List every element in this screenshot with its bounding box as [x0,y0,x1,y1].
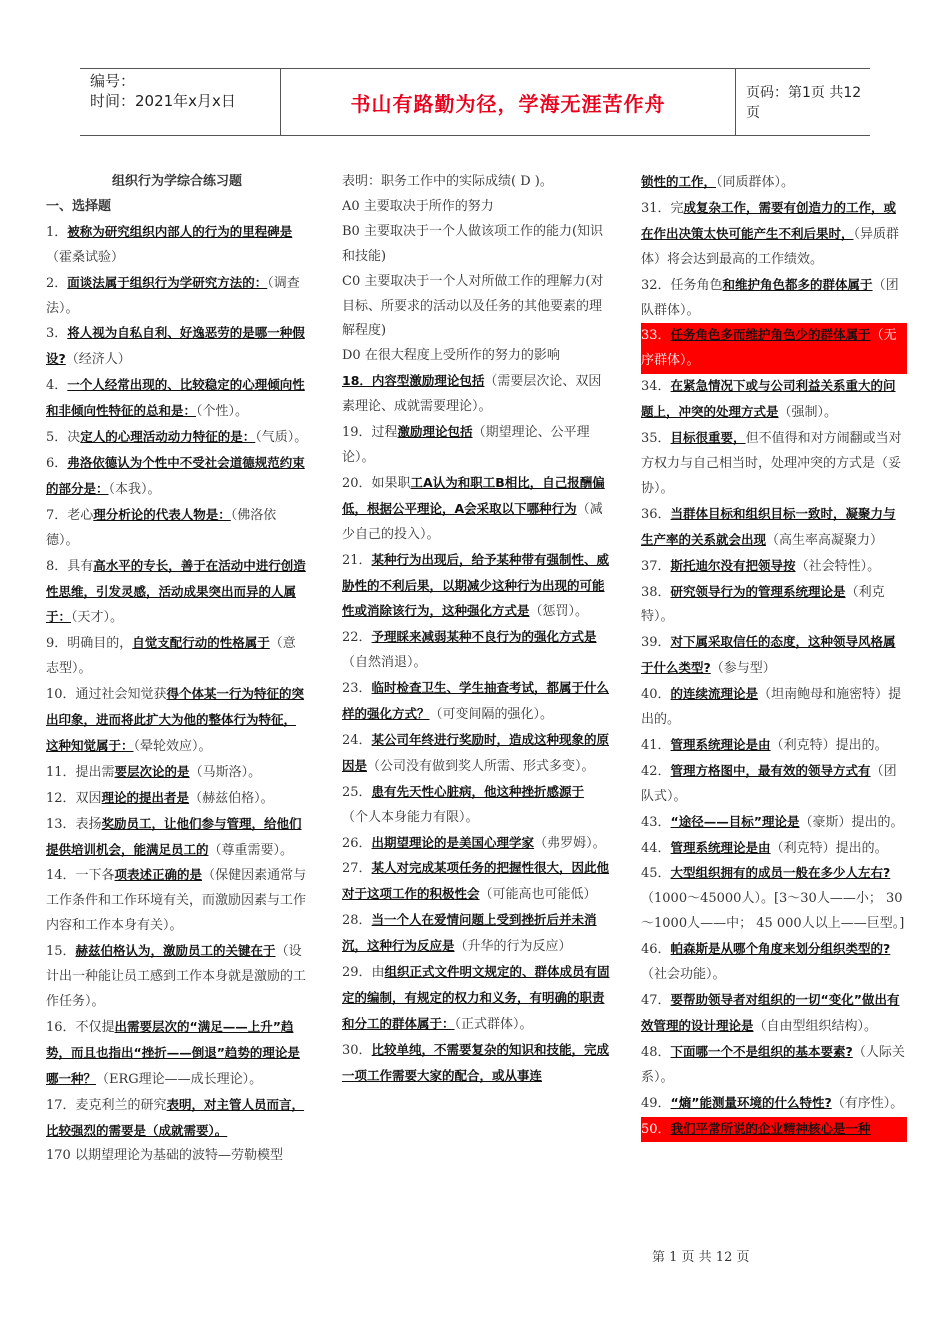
question-item [342,195,610,220]
answer-text: D0 在很大程度上受所作的努力的影响 [342,348,560,364]
question-number: 4． [46,378,68,394]
question-item [342,856,610,908]
question-number: 37． [641,558,671,574]
question-text: 某种行为出现后，给予某种带有强制性、威胁性的不利后果，以期减少这种行为出现的可能性或消除该行为，这种强化方式是 [342,551,610,619]
answer-text: （意志型）。 [46,636,296,677]
question-text: 面谈法属于组织行为学研究方法的： [67,274,268,290]
answer-text: （团队群体）。 [641,277,899,318]
question-number: 45． [641,866,671,882]
question-item [46,220,308,271]
question-list-1 [46,220,308,1170]
question-text: 管理系统理论是由 [670,736,771,752]
question-text: 患有先天性心脏病，他这种挫折感源于 [371,783,585,799]
answer-text: （利克特）提出的。 [770,737,888,753]
question-number: 34． [641,379,671,395]
question-number: 33． [641,328,671,344]
question-item [46,786,308,812]
question-text: 项表述正确的是 [114,867,203,883]
question-item [342,831,610,857]
answer-text: （利克特）。 [641,584,885,625]
question-text: 目标很重要， [670,430,746,446]
question-text: 管理系统理论是由 [670,839,771,855]
answer-text: （尊重需要）。 [208,842,294,858]
answer-text: 170 以期望理论为基础的波特—劳勒模型 [46,1148,283,1164]
question-number: 5．决 [46,430,81,446]
answer-text: （天才）。 [71,610,124,626]
question-text: 18．内容型激励理论包括 [342,373,485,389]
question-text: 高水平的专长，善于在活动中进行创造性思维，引发灵感，活动成果突出而异的人属于： [46,557,306,625]
question-number: 49． [641,1095,671,1111]
question-item [46,1144,308,1169]
answer-text: （强制）。 [778,405,838,421]
question-item [641,170,907,196]
question-item [46,1015,308,1093]
answer-text: （豪斯）提出的。 [799,814,904,830]
question-item [641,937,907,988]
answer-text: （同质群体）。 [716,175,795,190]
question-number: 41． [641,737,671,753]
question-number: 42． [641,763,671,779]
question-number: 1． [46,224,68,240]
question-text: 比较单纯，不需要复杂的知识和技能，完成一项工作需要大家的配合，或从事连 [342,1041,610,1083]
column-2 [342,170,610,1090]
header-page-info: 页码：第1页 共12页 [746,85,862,121]
answer-text: （晕轮效应）。 [133,738,212,754]
question-item [46,554,308,632]
question-number: 11．提出需 [46,764,115,780]
answer-text: （公司没有做到奖人所需、形式多变）。 [367,758,595,774]
question-item [46,812,308,864]
question-text: 一个人经常出现的、比较稳定的心理倾向性和非倾向性特征的总和是： [46,377,305,419]
question-item [46,863,308,939]
question-item [641,630,907,682]
question-item [46,321,308,373]
question-text: 的连续流理论是 [670,686,759,702]
question-number: 13．表扬 [46,816,102,832]
question-text: 予理睬来减弱某种不良行为的强化方式是 [371,629,597,645]
question-item [641,323,907,374]
question-item [342,1038,610,1090]
answer-text: （社会特性）。 [795,558,881,574]
question-text: 出需要层次的“满足——上升”趋势，而且也指出“挫折——倒退”趋势的理论是哪一种？ [46,1018,300,1086]
question-text: 理论的提出者是 [101,789,190,805]
question-number: 22． [342,630,372,646]
question-number: 47． [641,993,671,1008]
question-number: 38． [641,584,671,600]
header-motto: 书山有路勤为径，学海无涯苦作舟 [280,69,736,135]
question-item [342,270,610,345]
question-item [641,426,907,502]
question-text: 某人对完成某项任务的把握性很大，因此他对于这项工作的积极性会 [342,860,610,902]
question-text: 在紧急情况下或与公司利益关系重大的问题上，冲突的处理方式是 [641,378,896,420]
question-number: 32．任务角色 [641,277,723,293]
question-text: 表明，对主管人员而言，比较强烈的需要是（成就需要）。 [46,1096,305,1138]
question-item [641,502,907,554]
question-item [641,1091,907,1117]
header-meta [80,69,280,135]
question-text: “途径——目标”理论是 [670,813,800,829]
answer-text: （气质）。 [255,430,308,446]
question-list-3 [641,170,907,1142]
question-item [641,580,907,631]
answer-text: （赫兹伯格）。 [189,790,274,806]
question-number: 31．完 [641,200,684,216]
answer-text: （1000～45000人）。[3～30人——小； 30～1000人——中； 45 000人以上——巨型。] [641,891,905,932]
answer-text: （异质群体）将会达到最高的工作绩效。 [641,226,900,267]
page-footer: 第 1 页 共 12 页 [652,1250,750,1265]
question-text: 大型组织拥有的成员一般在多少人左右? [670,865,891,881]
question-item [641,682,907,733]
question-item [641,554,907,580]
question-number: 10．通过社会知觉获 [46,687,167,703]
question-item [342,780,610,831]
answer-text: （弗罗姆）。 [534,835,606,851]
question-item [342,548,610,626]
question-item [46,939,308,1015]
number-label: 编号： [90,72,136,90]
question-item [641,810,907,836]
question-item [342,471,610,548]
question-text: 研究领导行为的管理系统理论是 [670,583,846,599]
question-item [641,733,907,759]
question-item [641,1040,907,1091]
question-number: 46． [641,942,671,958]
question-number: 19．过程 [342,425,398,441]
time-label: 时间：2021年x月x日 [90,92,236,110]
question-number: 50． [641,1121,671,1137]
question-number: 44． [641,840,671,856]
answer-text: （马斯洛）。 [189,764,262,780]
question-item [342,960,610,1038]
question-number: 48． [641,1044,671,1060]
question-item [342,170,610,195]
question-number: 15． [46,944,76,960]
question-number: 27． [342,861,372,877]
question-text: 临时检查卫生、学生抽查考试，都属于什么样的强化方式？ [342,680,610,722]
answer-text: （经济人） [65,352,131,368]
question-number: 3． [46,326,68,342]
answer-text: A0 主要取决于所作的努力 [342,198,494,214]
question-item [342,728,610,780]
question-number: 24． [342,732,372,748]
question-number: 23． [342,681,372,697]
answer-text: （升华的行为反应） [454,939,572,955]
answer-text: （霍桑试验） [46,249,125,265]
question-text: 激励理论包括 [397,424,473,440]
answer-text: （利克特）提出的。 [770,840,888,856]
question-text: 当群体目标和组织目标一致时，凝聚力与生产率的关系就会出现 [641,505,896,547]
question-number: 36． [641,506,671,522]
question-text: 对下属采取信任的态度，这种领导风格属于什么类型? [641,634,896,676]
question-item [342,344,610,369]
question-number: 29．由 [342,965,385,981]
answer-text: （自由型组织结构）。 [753,1018,878,1034]
question-list-2 [342,170,610,1090]
question-text: 下面哪一个不是组织的基本要素? [670,1043,853,1059]
question-item [342,420,610,471]
question-item [641,196,907,273]
answer-text: （团队式）。 [641,763,897,804]
question-text: 和维护角色都多的群体属于 [722,276,873,292]
answer-text: （社会功能）。 [641,967,726,983]
question-item [46,760,308,786]
column-3 [641,170,907,1142]
question-number: 35． [641,431,671,447]
question-text: 要帮助领导者对组织的一切“变化”做出有效管理的设计理论是 [641,992,900,1033]
question-number: 40． [641,687,671,703]
question-item [46,373,308,425]
question-text: 工A认为和职工B相比，自己报酬偏低，根据公平理论，A会采取以下哪种行为 [342,474,605,516]
answer-text: （有序性）。 [831,1095,904,1111]
question-item [342,625,610,676]
answer-text: （本我）。 [108,481,161,497]
question-text: 将人视为自私自利、好逸恶劳的是哪一种假设? [46,325,305,367]
answer-text: （调查法）。 [46,275,300,316]
question-text: 奖励员工，让他们参与管理，给他们提供培训机会，能满足员工的 [46,815,302,857]
question-text: 任务角色多而维护角色少的群体属于 [670,327,871,343]
question-number: 16．不仅提 [46,1019,115,1035]
question-item [46,451,308,503]
question-item [342,369,610,420]
question-number: 39． [641,635,671,651]
column-1 [46,170,308,1169]
question-number: 9．明确目的， [46,636,133,652]
answer-text: （自然消退）。 [342,655,427,671]
answer-text: 但不值得和对方闹翻或当对方权力与自己相当时，处理冲突的方式是（妥协）。 [641,431,902,496]
answer-text: （减少自己的投入）。 [342,501,603,542]
question-item [342,908,610,960]
question-number: 25． [342,784,372,800]
answer-text: （高生率高凝聚力） [766,532,884,548]
question-item [641,861,907,937]
question-number: 6． [46,455,68,471]
question-number: 8．具有 [46,558,94,574]
answer-text: （正式群体）。 [454,1016,533,1032]
question-number: 14．一下各 [46,868,115,884]
question-number: 17．麦克利兰的研究 [46,1097,167,1113]
answer-text: （可能高也可能低） [479,887,597,903]
answer-text: 表明：职务工作中的实际成绩( D )。 [342,174,553,189]
question-number: 7．老心 [46,507,94,523]
answer-text: （佛洛依德）。 [46,507,277,548]
answer-text: （设计出一种能让员工感到工作本身就是激励的工作任务）。 [46,944,307,1009]
answer-text: B0 主要取决于一个人做该项工作的能力(知识和技能) [342,223,604,264]
question-text: 理分析论的代表人物是： [93,506,231,522]
question-text: 弗洛依德认为个性中不受社会道德规范约束的部分是： [46,454,305,496]
answer-text: C0 主要取决于一个人对所做工作的理解力(对目标、所要求的活动以及任务的其他要素的理解程度) [342,273,604,339]
question-item [641,836,907,862]
answer-text: （需要层次论、双因素理论、成就需要理论）。 [342,374,602,415]
question-item [342,220,610,270]
question-number: 12．双因 [46,790,102,806]
answer-text: （个人本身能力有限）。 [342,809,479,825]
question-text: 我们平常所说的企业精神核心是一种 [670,1120,871,1136]
answer-text: （无序群体）。 [641,328,897,369]
question-item [641,1117,907,1143]
question-text: “熵”能测量环境的什么特性? [670,1094,832,1110]
question-item [46,271,308,322]
question-text: 自觉支配行动的性格属于 [132,635,270,651]
question-item [641,374,907,426]
question-item [641,273,907,324]
question-item [46,1093,308,1145]
question-text: 锁性的工作， [641,174,717,189]
question-item [46,631,308,682]
answer-text: （期望理论、公平理论）。 [342,425,590,465]
question-number: 21． [342,552,372,568]
answer-text: （坦南鲍母和施密特）提出的。 [641,687,902,728]
question-item [641,988,907,1040]
question-text: 某公司年终进行奖励时，造成这种现象的原因是 [342,731,610,773]
question-text: 成复杂工作，需要有创造力的工作，或在作出决策太快可能产生不利后果时， [641,199,897,241]
question-number: 30． [342,1042,372,1058]
question-item [46,425,308,451]
question-text: 出期望理论的是美国心理学家 [371,834,535,850]
answer-text: （可变间隔的强化）。 [429,707,554,723]
question-text: 要层次论的是 [114,763,190,779]
question-text: 定人的心理活动动力特征的是： [80,429,256,445]
question-number: 2． [46,275,68,291]
section-heading: 一、选择题 [46,198,112,214]
question-text: 赫兹伯格认为，激励员工的关键在于 [75,943,276,959]
question-text: 斯托迪尔没有把领导按 [670,557,796,573]
question-item [342,676,610,728]
answer-text: （人际关系）。 [641,1044,905,1085]
question-item [46,682,308,760]
question-text: 帕森斯是从哪个角度来划分组织类型的? [670,941,891,957]
question-number: 20．如果职 [342,475,411,491]
question-text: 得个体某一行为特征的突出印象，进而将此扩大为他的整体行为特征，这种知觉属于： [46,686,305,753]
question-number: 43． [641,814,671,830]
answer-text: （ERG理论——成长理论）。 [96,1071,263,1087]
answer-text: （参与型） [710,661,776,677]
question-text: 当一个人在爱情问题上受到挫折后并未消沉，这种行为反应是 [342,912,597,954]
question-text: 组织正式文件明文规定的、群体成员有固定的编制，有规定的权力和义务，有明确的职责和分工的群体属于： [342,964,610,1031]
question-text: 管理方格图中，最有效的领导方式有 [670,762,871,778]
answer-text: （保健因素通常与工作条件和工作环境有关，而激励因素与工作内容和工作本身有关）。 [46,868,307,934]
page-header [80,68,870,136]
question-item [641,759,907,810]
question-text: 被称为研究组织内部人的行为的里程碑是 [67,223,293,239]
answer-text: （个性）。 [196,404,249,420]
question-item [46,503,308,554]
question-number: 26． [342,835,372,851]
answer-text: （惩罚）。 [529,604,589,620]
document-title: 组织行为学综合练习题 [111,174,242,189]
question-number: 28． [342,913,372,929]
